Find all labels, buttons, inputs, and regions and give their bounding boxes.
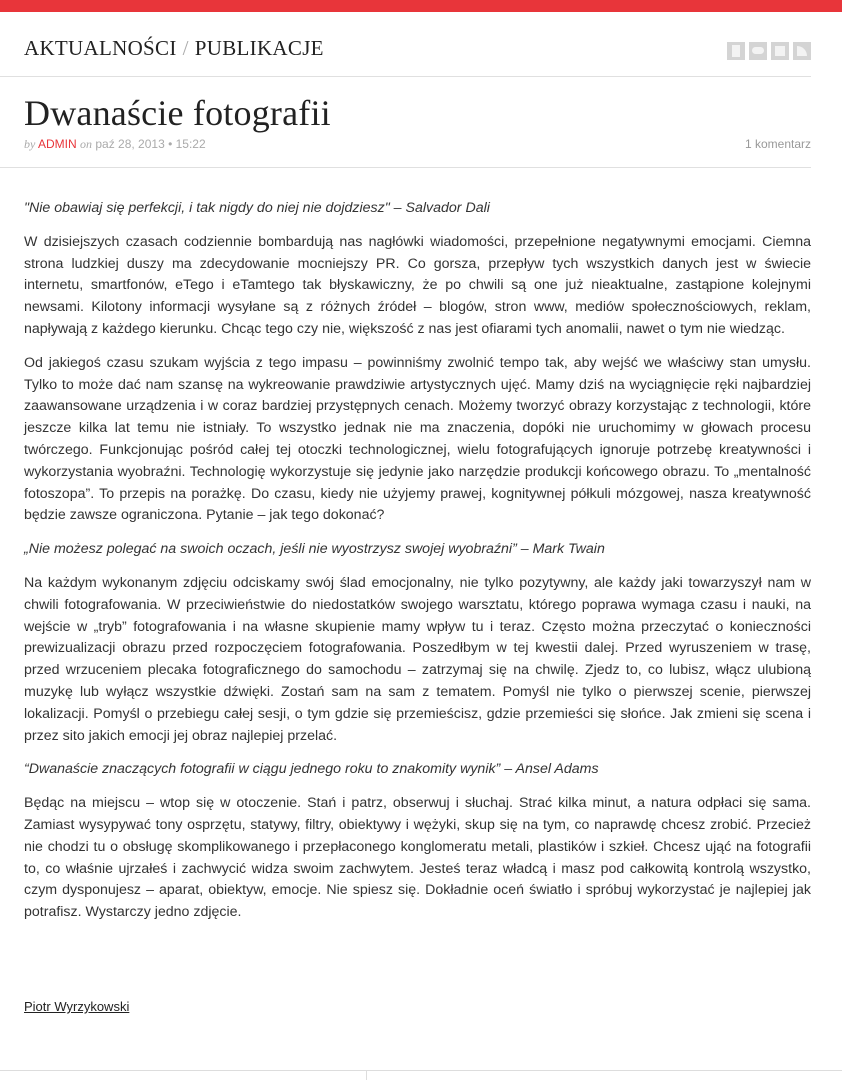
facebook-icon[interactable] xyxy=(727,42,745,60)
paragraph-4: Będąc na miejscu – wtop się w otoczenie. Stań i patrz, obserwuj i słuchaj. Strać kilka minut, a natura odpłaci się sama. Zamiast wysypywać tony osprzętu, statywy, filtry, obiektywy i wężyki, skup się na tym, co naprawdę chcesz zrobić. Przecież nie chodzi tu o obsługę skomplikowanego i przepłaconego konglomeratu metali, plastików i szkieł. Chcesz ująć na fotografii to, co właśnie ujrzałeś i zachwycić widza swoim zachwytem. Jesteś teraz władcą i masz pod całkowitą kontrolą wszystko, czym dysponujesz – aparat, obiektyw, emocje. Nie spiesz się. Dokładnie oceń światło i spróbuj wykorzystać je najlepiej jak potrafisz. Wystarczy jedno zdjęcie. xyxy=(24,795,811,921)
post-meta xyxy=(24,137,206,152)
footer-divider xyxy=(0,1070,842,1071)
comments-link[interactable]: 1 komentarz xyxy=(744,137,811,151)
paragraph-2: Od jakiegoś czasu szukam wyjścia z tego impasu – powinniśmy zwolnić tempo tak, aby wejść we właściwy stan umysłu. Tylko to może dać nam szansę na wykreowanie prawdziwie artystycznych ujęć. Mamy dziś na wyciągnięcie ręki najbardziej zaawansowane urządzenia i w coraz bardziej przystępnych cenach. Możemy tworzyć obrazy korzystając z technologii, które jeszcze kilka lat temu nie istniały. To wszystko jednak nie ma znaczenia, dopóki nie uruchomimy w głowach procesu twórczego. Funkcjonując pośród całej tej otoczki technologicznej, wielu fotografujących ignoruje potrzebę kreatywności i wykorzystania wyobraźni. Technologię wykorzystuje się jedynie jako narzędzie produkcji końcowego obrazu. To „mentalność fotoszopa”. To przepis na porażkę. Do czasu, kiedy nie użyjemy prawej, kognitywnej półkuli mózgowej, nasza kreatywność będzie zawsze ograniczona. Pytanie – jak tego dokonać? xyxy=(24,354,811,524)
quote-adams: “Dwanaście znaczących fotografii w ciągu jednego roku to znakomity wynik” – Ansel Adams xyxy=(24,761,599,778)
quote-twain: „Nie możesz polegać na swoich oczach, jeśli nie wyostrzysz swojej wyobraźni” – Mark Twain xyxy=(24,541,605,558)
breadcrumb-section[interactable]: AKTUALNOŚCI xyxy=(24,36,177,60)
breadcrumb xyxy=(24,36,324,61)
twitter-icon[interactable] xyxy=(749,42,767,60)
author-link[interactable]: ADMIN xyxy=(38,137,77,151)
header-divider xyxy=(0,76,811,77)
rss-icon[interactable] xyxy=(793,42,811,60)
on-label: on xyxy=(80,137,93,151)
paragraph-3: Na każdym wykonanym zdjęciu odciskamy swój ślad emocjonalny, nie tylko pozytywny, ale każdy jaki towarzyszył nam w chwili fotografowania. W przeciwieństwie do niedostatków swojego warsztatu, którego poprawa wymaga czasu i nauki, na wejście w „tryb” fotografowania i na własne skupienie mamy wpływ tu i teraz. Często można przeczytać o konieczności prewizualizacji obrazu przed rozpoczęciem fotografowania. Poszedłbym w tej kwestii dalej. Przed wyruszeniem w trasę, przed wrzuceniem plecaka fotograficznego do samochodu – zatrzymaj się na chwilę. Zjedz to, co lubisz, włącz ulubioną muzykę lub wyłącz wszystkie dźwięki. Zostań sam na sam z tematem. Pomyśl nie tylko o pierwszej scenie, pierwszej lokalizacji. Pomyśl o przebiegu całej sesji, o tym gdzie się przemieścisz, gdzie przemieści się słońce. Jak zmieni się scena i przez sito jakich emocji jej obraz najlepiej przelać. xyxy=(24,574,811,744)
post-date: paź 28, 2013 • 15:22 xyxy=(95,137,206,151)
breadcrumb-separator: / xyxy=(182,36,189,60)
share-icon[interactable] xyxy=(771,42,789,60)
article-body xyxy=(24,198,811,936)
social-icons xyxy=(727,42,811,60)
breadcrumb-subsection[interactable]: PUBLIKACJE xyxy=(194,36,324,60)
by-label: by xyxy=(24,137,36,151)
top-accent-bar xyxy=(0,0,842,12)
author-signature-link[interactable]: Piotr Wyrzykowski xyxy=(24,999,130,1014)
paragraph-1: W dzisiejszych czasach codziennie bombardują nas nagłówki wiadomości, przepełnione negatywnymi emocjami. Ciemna strona ludzkiej duszy ma zdecydowanie mocniejszy PR. Co gorsza, przepływ tych wszystkich danych jest w świecie internetu, smartfonów, eTego i eTamtego tak błyskawiczny, że po chwili są one już nieaktualne, zastąpione kolejnymi newsami. Kilotony informacji wysyłane są z różnych źródeł – blogów, stron www, mediów społecznościowych, reklam, napływają z każdego kierunku. Chcąc tego czy nie, większość z nas jest ofiarami tych anomalii, nawet o tym nie wiedząc. xyxy=(24,233,811,337)
footer-column-divider xyxy=(366,1070,367,1080)
post-title: Dwanaście fotografii xyxy=(24,93,331,133)
quote-dali: "Nie obawiaj się perfekcji, i tak nigdy do niej nie dojdziesz" – Salvador Dali xyxy=(24,200,490,216)
title-divider xyxy=(0,167,811,168)
